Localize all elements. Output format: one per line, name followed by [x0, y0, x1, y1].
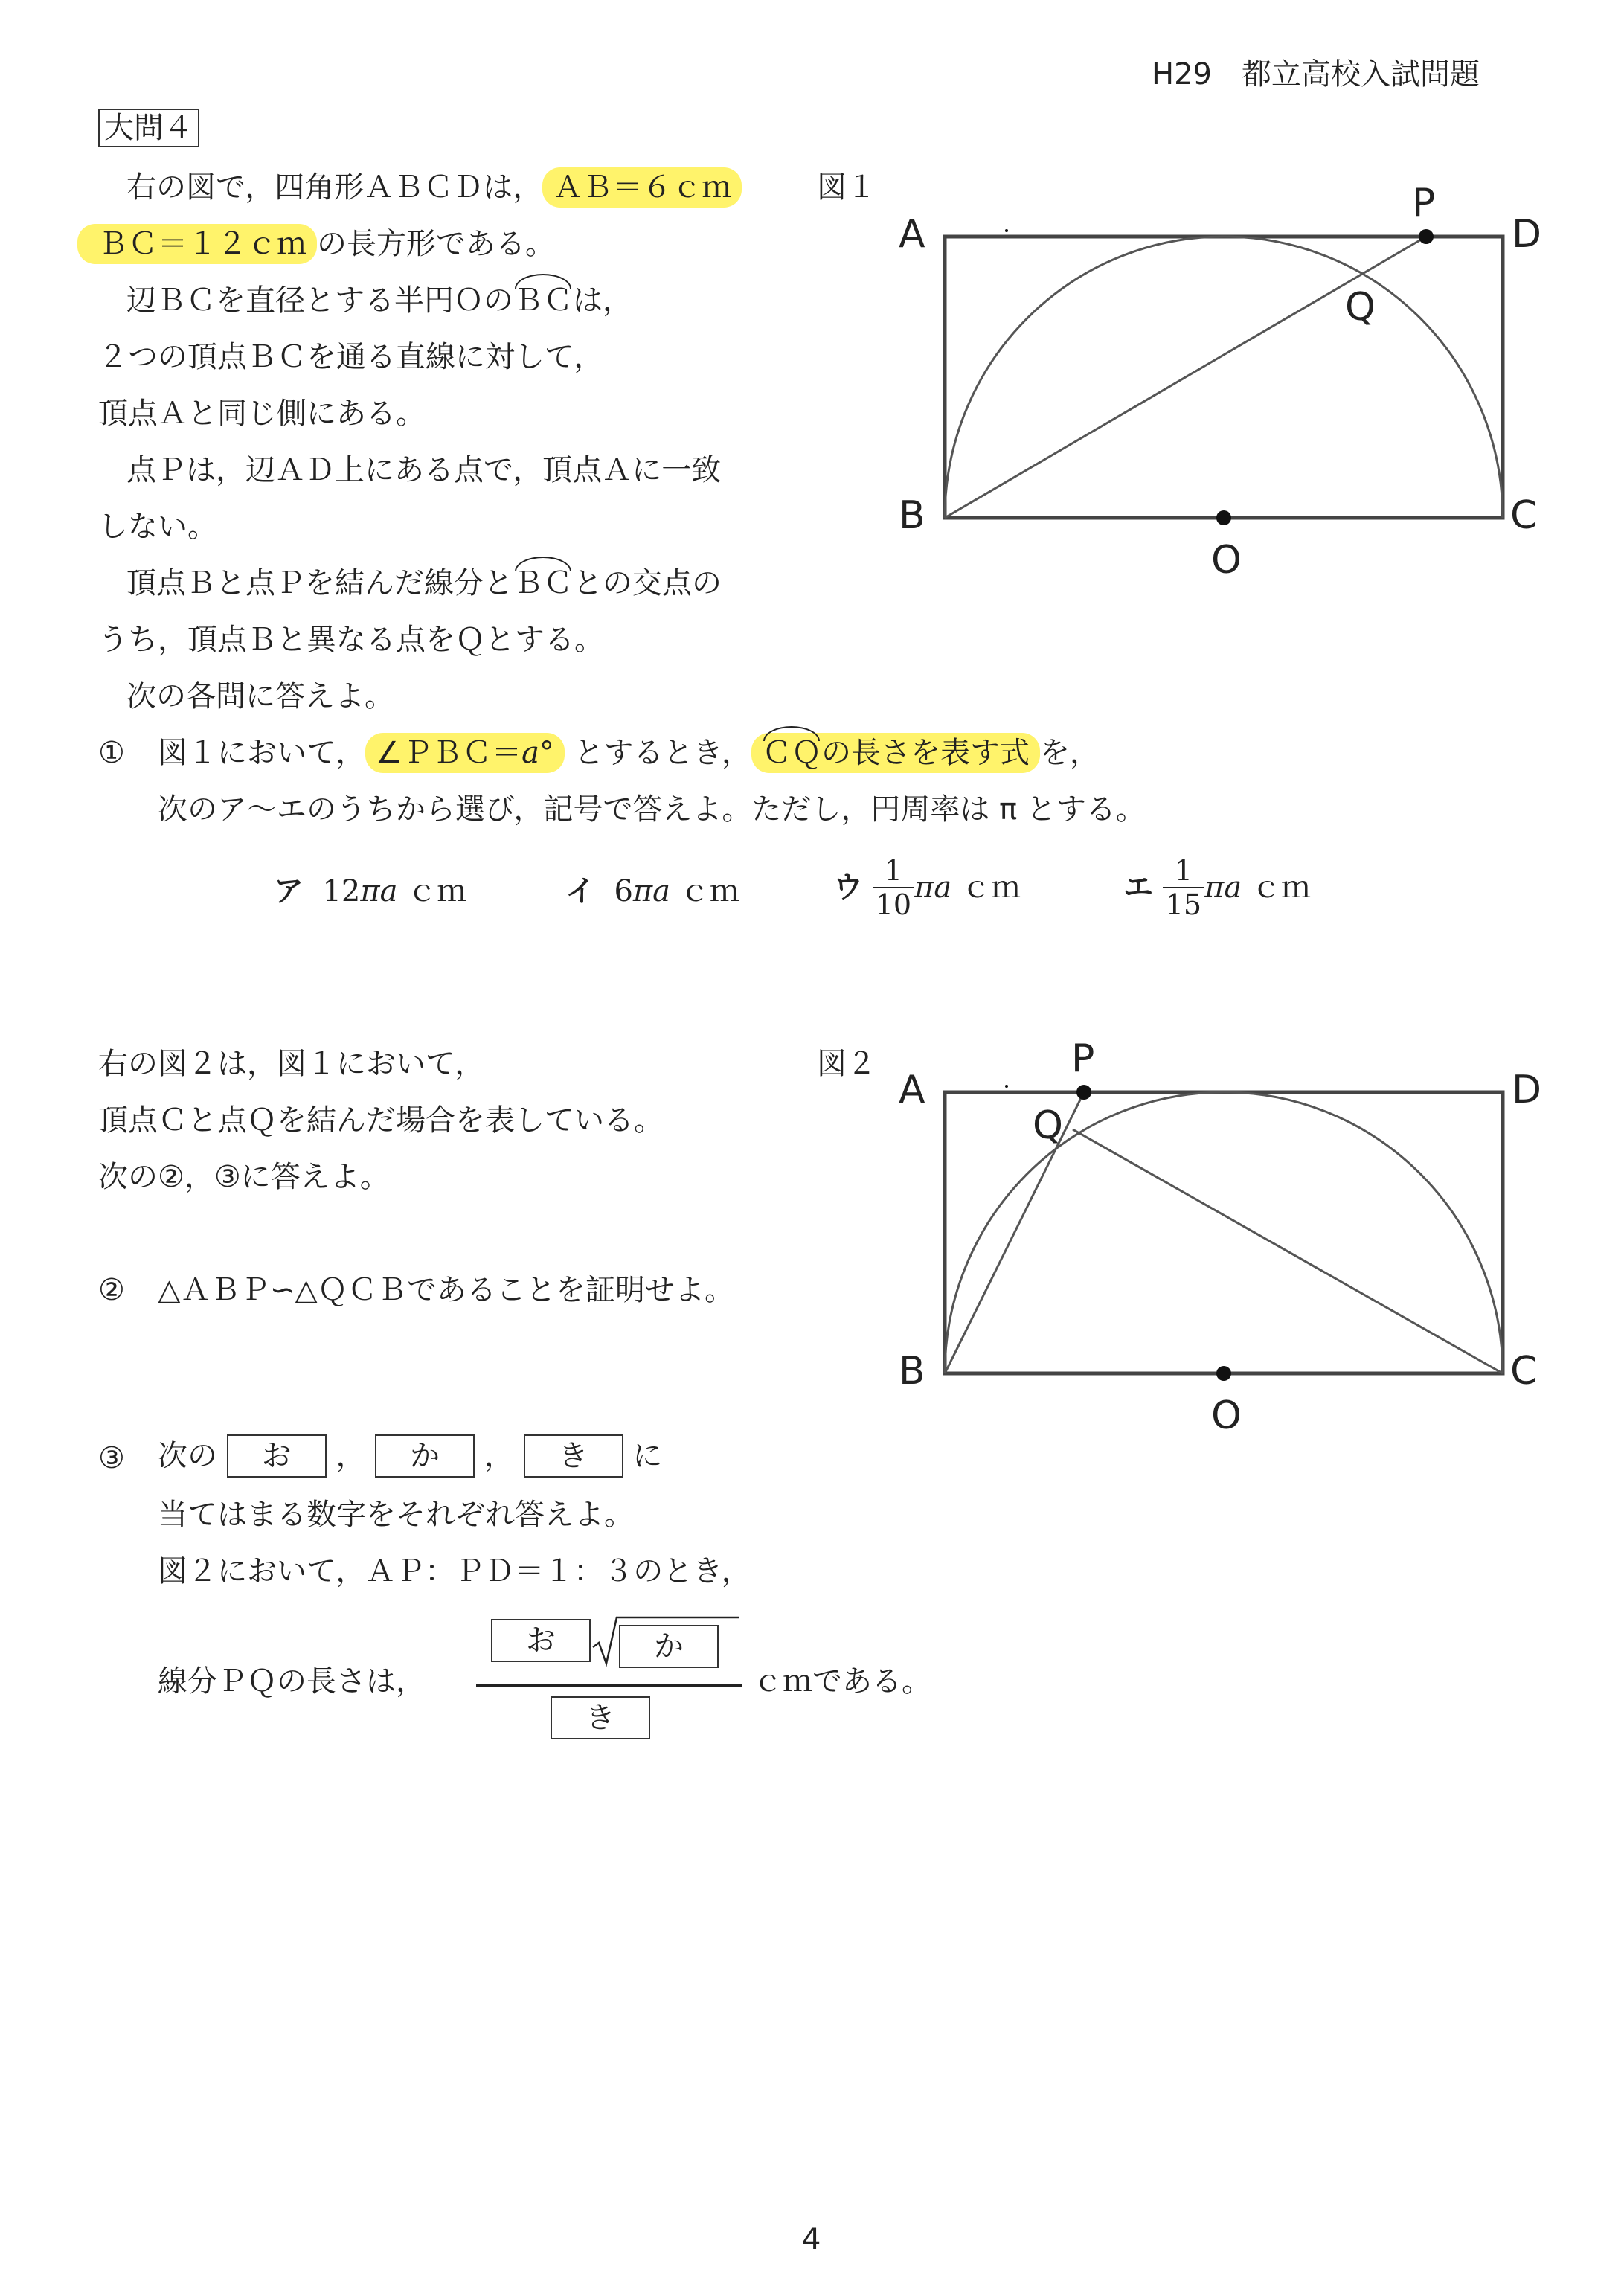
q1-text: を，: [1040, 736, 1100, 770]
choice-unit: ｃｍ: [679, 874, 739, 908]
intro-line-2: [77, 229, 555, 259]
intro-text: 辺ＢＣを直径とする半円Ｏの: [126, 283, 513, 318]
label-b: B: [899, 1349, 925, 1394]
intro-line-10: 次の各問に答えよ。: [126, 679, 394, 714]
answer-box-ki[interactable]: き: [524, 1434, 623, 1478]
label-b: B: [899, 493, 925, 538]
label-d: D: [1512, 1068, 1542, 1112]
label-p: P: [1071, 1036, 1095, 1081]
label-o: O: [1211, 538, 1242, 583]
fraction-numerator: 1: [1163, 854, 1204, 888]
question-3-line-4-post: ｃｍである。: [753, 1664, 931, 1699]
intro-line-6: 点Ｐは，辺ＡＤ上にある点で，頂点Ａに一致: [126, 453, 722, 487]
intro-line-3: [126, 283, 632, 318]
arc-cq: ＣＱ: [762, 736, 822, 770]
q1-angle-deg: °: [539, 736, 554, 770]
segment-bp: [945, 1092, 1084, 1373]
q1-highlight-text: の長さを表す式: [821, 736, 1030, 770]
highlight-bc: ＢＣ＝１２ｃｍ: [77, 224, 317, 264]
question-3-line-2: 当てはまる数字をそれぞれ答えよ。: [158, 1498, 634, 1532]
answer-box-ka[interactable]: か: [375, 1434, 475, 1478]
intro-text: の長方形である。: [317, 227, 555, 261]
figure2-label: 図２: [817, 1047, 876, 1081]
label-c: C: [1510, 493, 1538, 538]
point-p: [1419, 229, 1434, 244]
rectangle-abcd: [945, 237, 1503, 518]
highlight-ab: ＡＢ＝６ｃｍ: [542, 167, 742, 208]
dot-mark: [1005, 229, 1008, 232]
question-3-line-4-pre: 線分ＰＱの長さは，: [158, 1664, 426, 1699]
q3-text: 次の: [158, 1439, 217, 1473]
intro-line-1: [126, 170, 742, 205]
question-1-line-1: [158, 738, 1100, 768]
page-header-title: H29 都立高校入試問題: [1152, 57, 1480, 92]
question-2-text: △ＡＢＰ∽△ＱＣＢであることを証明せよ。: [158, 1273, 735, 1307]
choice-coef: 12: [322, 874, 361, 908]
intro-text: 右の図で，四角形ＡＢＣＤは，: [126, 170, 543, 205]
choice-u[interactable]: [833, 854, 1021, 921]
label-a: A: [899, 212, 925, 257]
arc-bc: ＢＣ: [513, 283, 573, 318]
choice-mark: イ: [565, 874, 595, 908]
semicircle-bc: [945, 1092, 1503, 1373]
intro-text: は，: [573, 283, 632, 318]
question-1-line-2: 次のア～エのうちから選び，記号で答えよ。ただし，円周率は π とする。: [158, 792, 1146, 827]
label-d: D: [1512, 212, 1542, 257]
q3-text: に: [632, 1439, 663, 1473]
intro-text: との交点の: [573, 566, 722, 600]
label-c: C: [1510, 1349, 1538, 1394]
dot-mark: [1005, 1085, 1008, 1088]
choice-expr: πa: [632, 874, 671, 908]
choice-mark: ウ: [833, 870, 863, 905]
label-a: A: [899, 1068, 925, 1112]
fraction-numerator: 1: [873, 854, 914, 888]
segment-qc: [1073, 1129, 1503, 1373]
part2-line-3: 次の②，③に答えよ。: [98, 1160, 390, 1194]
highlight-cq-length: [751, 733, 1040, 773]
figure1-label: 図１: [817, 170, 876, 205]
arc-bc: ＢＣ: [513, 566, 573, 600]
semicircle-bc: [945, 237, 1503, 518]
q1-angle-text: ∠ＰＢＣ＝: [376, 736, 522, 770]
q1-text: 図１において，: [158, 736, 366, 770]
choice-i[interactable]: [565, 876, 739, 906]
figure1-diagram: [885, 179, 1585, 595]
fraction-1-15: [1163, 854, 1204, 921]
choice-unit: ｃｍ: [960, 870, 1021, 905]
q3-comma: ，: [484, 1439, 514, 1473]
page-number: 4: [802, 2222, 821, 2257]
q3-comma: ，: [336, 1439, 366, 1473]
answer-box-o[interactable]: お: [227, 1434, 327, 1478]
label-q: Q: [1033, 1103, 1063, 1148]
segment-bp: [945, 237, 1426, 518]
choice-a[interactable]: [274, 876, 466, 906]
intro-line-9: うち，頂点Ｂと異なる点をＱとする。: [98, 623, 604, 657]
question-3-line-3: 図２において，ＡＰ：ＰＤ＝１：３のとき，: [158, 1554, 751, 1588]
label-q: Q: [1345, 285, 1376, 330]
fraction-box-ki[interactable]: き: [551, 1696, 650, 1739]
fraction-denominator: 15: [1165, 888, 1202, 921]
choice-unit: ｃｍ: [407, 874, 467, 908]
fraction-bar: [476, 1684, 742, 1687]
q1-text: とするとき，: [574, 736, 752, 770]
part2-line-1: 右の図２は，図１において，: [98, 1047, 485, 1081]
choice-mark: エ: [1123, 870, 1153, 905]
q1-angle-var: a: [521, 736, 539, 770]
point-p: [1076, 1085, 1091, 1100]
fraction-box-ka[interactable]: か: [619, 1625, 719, 1668]
fraction-box-o[interactable]: お: [491, 1619, 591, 1662]
fraction-1-10: [873, 854, 914, 921]
fraction-denominator: 10: [875, 888, 912, 921]
choice-e[interactable]: [1123, 854, 1311, 921]
answer-fraction: [476, 1614, 744, 1741]
choice-coef: 6: [614, 874, 633, 908]
choice-expr: πa: [360, 874, 398, 908]
rectangle-abcd: [945, 1092, 1503, 1373]
intro-line-8: [126, 568, 722, 598]
point-o: [1216, 1366, 1231, 1381]
point-o: [1216, 510, 1231, 525]
choice-expr: πa: [1204, 870, 1242, 905]
question-2-number: ②: [98, 1273, 125, 1307]
highlight-angle: [365, 733, 565, 773]
choice-expr: πa: [914, 870, 952, 905]
choice-mark: ア: [274, 874, 304, 908]
question-3-line-1: [158, 1434, 662, 1478]
intro-line-5: 頂点Ａと同じ側にある。: [98, 397, 426, 431]
figure2-diagram: [885, 1034, 1585, 1451]
question-3-number: ③: [98, 1441, 125, 1475]
label-o: O: [1211, 1394, 1242, 1438]
label-p: P: [1412, 181, 1436, 225]
intro-text: 頂点Ｂと点Ｐを結んだ線分と: [126, 566, 513, 600]
intro-line-7: しない。: [98, 510, 217, 544]
part2-line-2: 頂点Ｃと点Ｑを結んだ場合を表している。: [98, 1103, 664, 1138]
question-1-number: ①: [98, 736, 125, 770]
section-label: 大問４: [98, 109, 199, 147]
intro-line-4: ２つの頂点ＢＣを通る直線に対して，: [98, 340, 604, 374]
choice-unit: ｃｍ: [1251, 870, 1311, 905]
